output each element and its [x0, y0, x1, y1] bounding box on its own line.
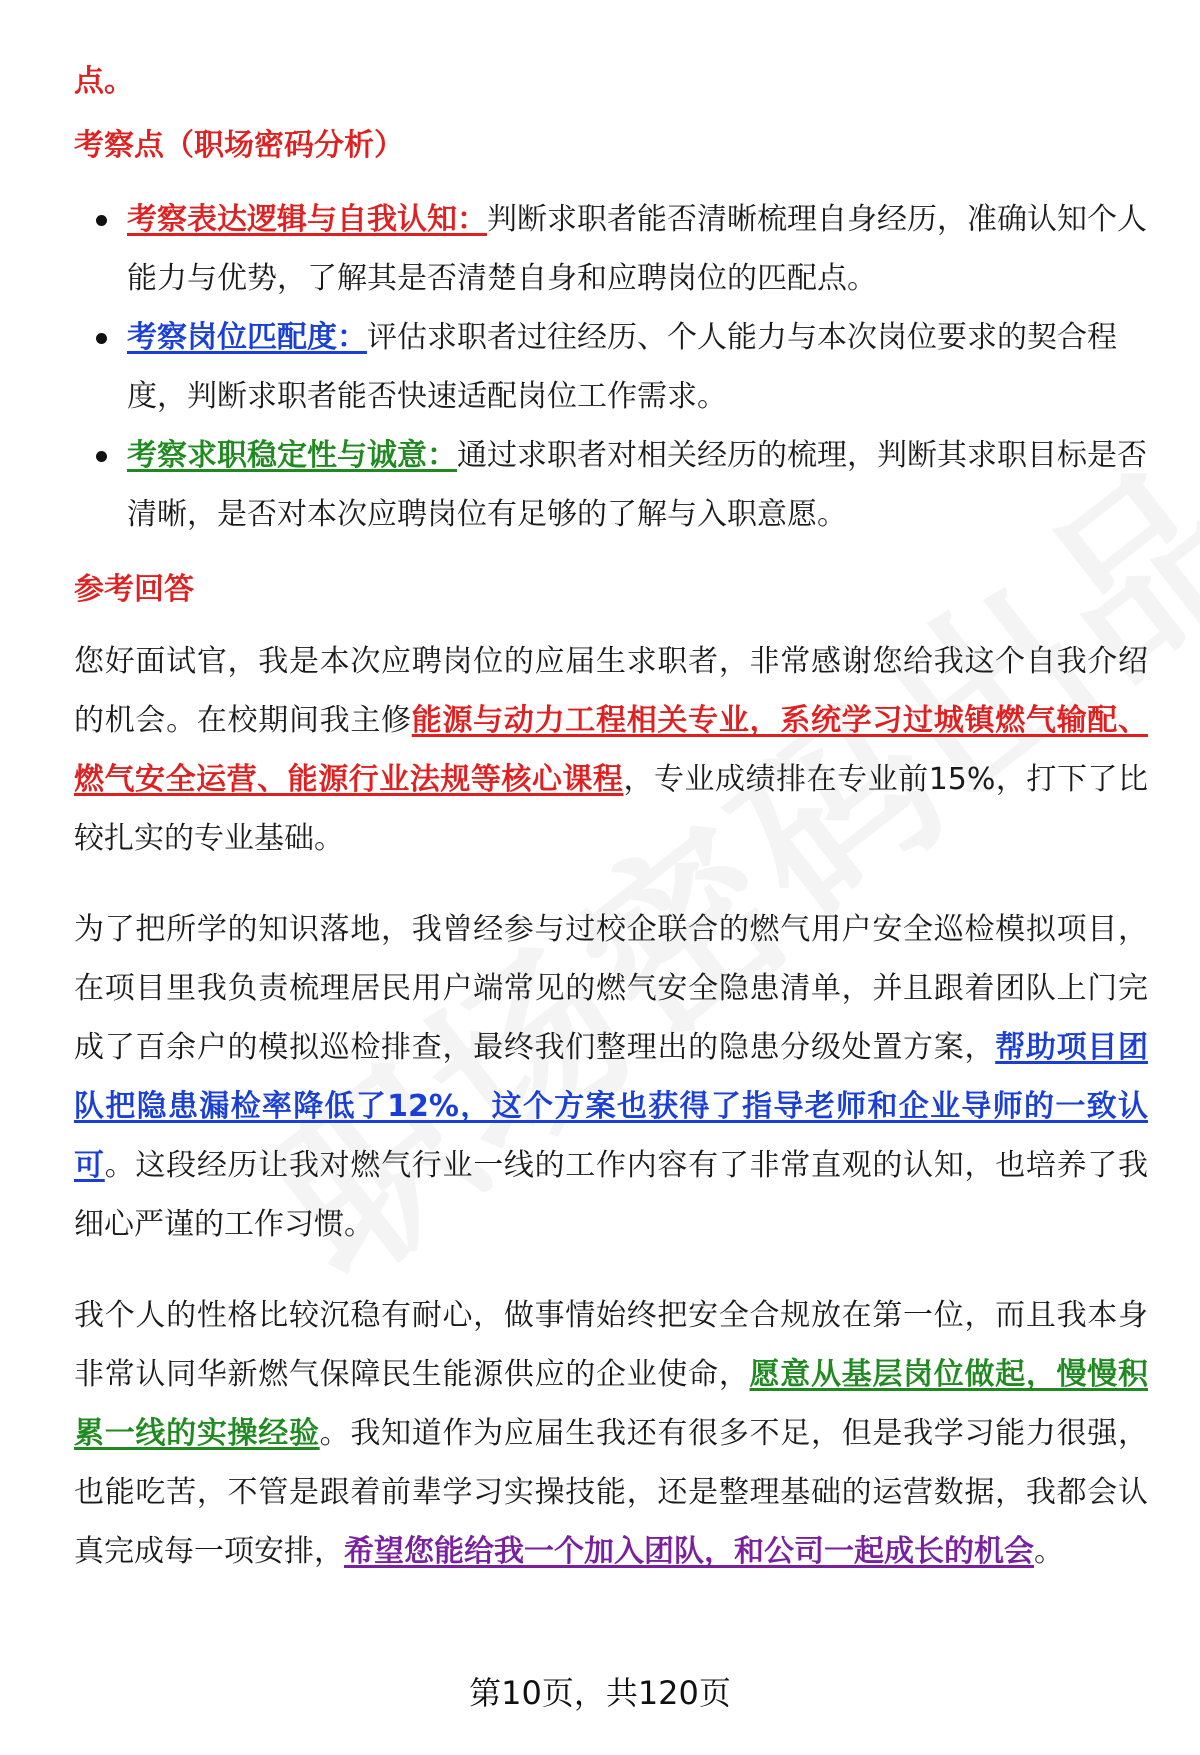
continued-fragment: 点。 [74, 64, 134, 99]
paragraph-text: 为了把所学的知识落地，我曾经参与过校企联合的燃气用户安全巡检模拟项目，在项目里我负责梳理居民用户端常见的燃气安全隐患清单，并且跟着团队上门完成了百余户的模拟巡检排查，最终我们整理出的隐患分级处置方案， [74, 912, 1148, 1065]
assessment-point-text: 判断求职者能否清晰梳理自身经历，准确认知个人能力与优势，了解其是否清楚自身和应聘岗位的匹配点。 [127, 202, 1147, 296]
paragraph-text: 您好面试官，我是本次应聘岗位的应届生求职者，非常感谢您给我这个自我介绍的机会。在校期间我主修 [74, 644, 1148, 738]
paragraph-text: ，专业成绩排在专业前15%，打下了比较扎实的专业基础。 [74, 762, 1149, 856]
paragraph-highlight: 希望您能给我一个加入团队，和公司一起成长的机会 [344, 1534, 1034, 1569]
assessment-point [74, 426, 1148, 544]
assessment-point-text: 通过求职者对相关经历的梳理，判断其求职目标是否清晰，是否对本次应聘岗位有足够的了解与入职意愿。 [127, 438, 1147, 532]
paragraph-highlight: 帮助项目团队把隐患漏检率降低了12%，这个方案也获得了指导老师和企业导师的一致认可 [74, 1030, 1149, 1183]
section-heading-answer: 参考回答 [74, 572, 194, 607]
paragraph-highlight: 能源与动力工程相关专业，系统学习过城镇燃气输配、燃气安全运营、能源行业法规等核心课程 [74, 703, 1149, 797]
answer-paragraph-2 [74, 900, 1148, 1254]
page-content [74, 52, 1148, 1613]
bullet-icon [96, 451, 107, 462]
assessment-point [74, 190, 1148, 308]
section-heading-assessment: 考察点（职场密码分析） [74, 128, 404, 163]
page-number: 第10页，共120页 [469, 1674, 731, 1712]
assessment-point-label: 考察岗位匹配度： [127, 320, 367, 355]
assessment-point-label: 考察求职稳定性与诚意： [127, 438, 457, 473]
assessment-point-label: 考察表达逻辑与自我认知： [127, 202, 487, 237]
assessment-point [74, 308, 1148, 426]
answer-paragraph-1 [74, 632, 1148, 868]
bullet-icon [96, 333, 107, 344]
paragraph-highlight: 愿意从基层岗位做起，慢慢积累一线的实操经验 [74, 1357, 1149, 1451]
paragraph-text: 。我知道作为应届生我还有很多不足，但是我学习能力很强，也能吃苦，不管是跟着前辈学习实操技能，还是整理基础的运营数据，我都会认真完成每一项安排， [74, 1416, 1149, 1569]
paragraph-text: 我个人的性格比较沉稳有耐心，做事情始终把安全合规放在第一位，而且我本身非常认同华新燃气保障民生能源供应的企业使命， [74, 1298, 1148, 1392]
assessment-points-list [74, 190, 1148, 544]
bullet-icon [96, 215, 107, 226]
paragraph-text: 。这段经历让我对燃气行业一线的工作内容有了非常直观的认知，也培养了我细心严谨的工作习惯。 [74, 1148, 1149, 1242]
answer-paragraph-3 [74, 1286, 1148, 1581]
paragraph-text: 。 [1034, 1534, 1064, 1569]
assessment-point-text: 评估求职者过往经历、个人能力与本次岗位要求的契合程度，判断求职者能否快速适配岗位工作需求。 [127, 320, 1117, 414]
